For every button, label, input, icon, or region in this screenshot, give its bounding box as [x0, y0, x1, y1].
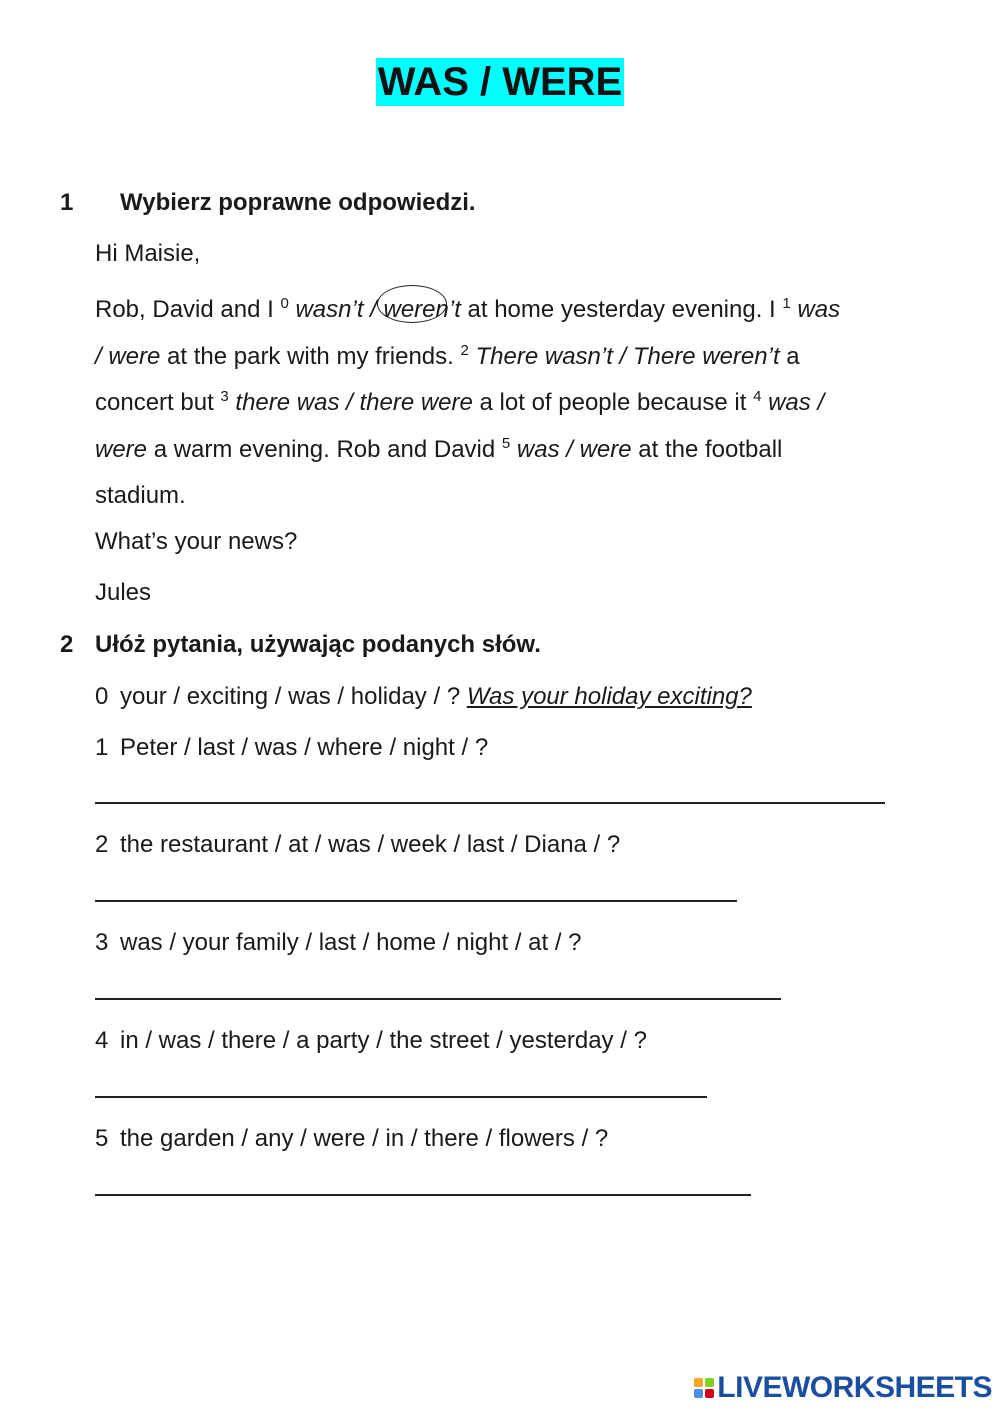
answer-line-4[interactable] [95, 1096, 707, 1098]
question-number: 4 [95, 1027, 109, 1054]
question-prompt: the garden / any / were / in / there / flowers / ? [120, 1125, 609, 1152]
paragraph-line-4: were a warm evening. Rob and David $^5$ was / were at the football [95, 434, 783, 463]
question-item-2 [95, 830, 620, 860]
task-2-instruction: Ułóż pytania, używając podanych słów. [95, 631, 541, 658]
gap-5-number: 5 [501, 434, 511, 452]
task-1-instruction: Wybierz poprawne odpowiedzi. [120, 189, 476, 216]
question-prompt: was / your family / last / home / night / at / ? [120, 929, 582, 956]
example-number: 0 [95, 683, 109, 710]
liveworksheets-logo [694, 1371, 992, 1405]
gap-1-options-start[interactable]: was [790, 296, 841, 323]
paragraph-line-2: / were at the park with my friends. $^2$ There wasn’t / There weren’t a [95, 341, 800, 370]
gap-0-options[interactable]: wasn’t / weren’t [295, 296, 460, 323]
gap-0-number: 0 [280, 295, 289, 312]
logo-text: LIVEWORKSHEETS [717, 1371, 992, 1404]
answer-line-5[interactable] [95, 1194, 751, 1196]
question-item-4 [95, 1026, 647, 1056]
paragraph-line-5: stadium. [95, 482, 186, 509]
example-prompt: your / exciting / was / holiday / ? [120, 683, 467, 710]
task-2-number: 2 [60, 631, 74, 658]
page-title: WAS / WERE [377, 60, 623, 104]
task-1-number: 1 [60, 189, 74, 216]
gap-2-number: 2 [460, 341, 469, 359]
letter-signature: Jules [95, 579, 152, 606]
question-number: 5 [95, 1125, 109, 1152]
gap-1-number: 1 [782, 295, 791, 312]
logo-blocks-icon [694, 1378, 714, 1398]
gap-2-options[interactable]: There wasn’t / There weren’t [468, 342, 780, 370]
gap-4-options-end[interactable]: were [95, 435, 148, 463]
gap-3-options[interactable]: there was / there were [228, 389, 473, 416]
answer-line-2[interactable] [95, 900, 737, 902]
question-prompt: in / was / there / a party / the street / yesterday / ? [120, 1027, 647, 1054]
title-wrap [0, 58, 1000, 106]
answer-line-3[interactable] [95, 998, 781, 1000]
letter-question: What’s your news? [95, 528, 298, 555]
gap-4-number: 4 [753, 388, 762, 405]
question-item-5 [95, 1124, 608, 1154]
question-item-1 [95, 733, 488, 763]
example-answer: Was your holiday exciting? [466, 683, 752, 710]
question-prompt: the restaurant / at / was / week / last / Diana / ? [120, 831, 621, 858]
letter-paragraph [95, 287, 945, 520]
question-number: 1 [95, 734, 109, 761]
example-item [95, 682, 752, 712]
question-prompt: Peter / last / was / where / night / ? [120, 734, 489, 761]
answer-line-1[interactable] [95, 802, 885, 804]
paragraph-line-1: Rob, David and I $^0$ wasn’t / weren’t at home yesterday evening. I $^1$ was [95, 287, 945, 334]
question-item-3 [95, 928, 582, 958]
gap-1-options-end[interactable]: / were [95, 342, 161, 370]
letter-greeting: Hi Maisie, [95, 240, 201, 267]
gap-3-number: 3 [220, 388, 229, 405]
gap-0-selected-answer[interactable]: weren [383, 287, 448, 334]
paragraph-line-3: concert but $^3$ there was / there were a lot of people because it $^4$ was / [95, 388, 825, 416]
gap-5-options[interactable]: was / were [510, 435, 632, 463]
gap-4-options-start[interactable]: was / [761, 389, 825, 416]
question-number: 3 [95, 929, 109, 956]
question-number: 2 [95, 831, 109, 858]
